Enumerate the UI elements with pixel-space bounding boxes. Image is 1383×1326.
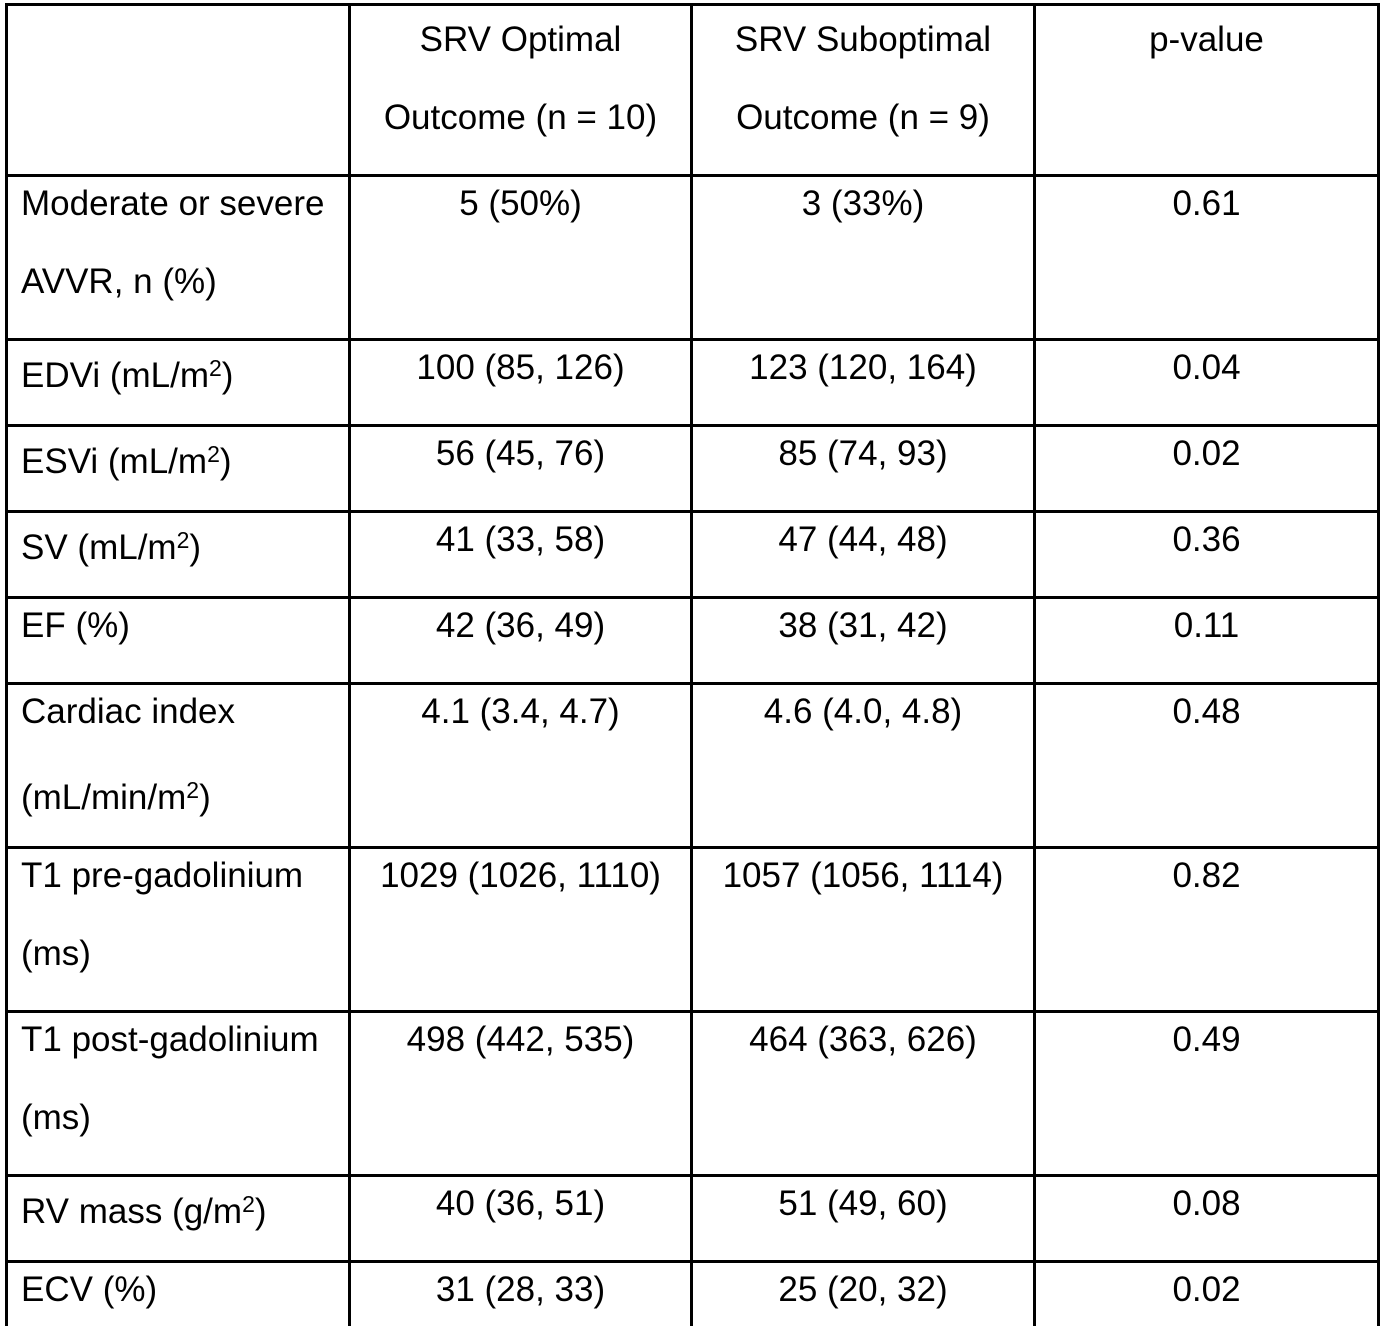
row-label-line: AVVR, n (%) <box>21 262 217 301</box>
cell-text: 464 (363, 626) <box>749 1020 977 1059</box>
optimal-value-cell <box>350 426 692 512</box>
cell-text: 25 (20, 32) <box>778 1270 948 1309</box>
cell-text: 123 (120, 164) <box>749 348 977 387</box>
row-label-line: T1 pre-gadolinium <box>21 856 304 895</box>
table-row <box>7 512 1379 598</box>
cell-text: 56 (45, 76) <box>435 434 606 473</box>
header-cell-srv-optimal <box>350 5 692 176</box>
cell-text: 100 (85, 126) <box>416 348 625 387</box>
row-label-line: EDVi $(mL/m^2)$ <box>21 355 234 395</box>
cell-text: 0.49 <box>1172 1020 1241 1059</box>
row-label-line: RV mass $(g/m^2)$ <box>21 1191 267 1231</box>
cell-text: 5 (50%) <box>459 184 582 223</box>
row-label-cell <box>7 1262 350 1326</box>
optimal-value-cell <box>350 1262 692 1326</box>
cell-text: 4.1 (3.4, 4.7) <box>421 692 620 731</box>
cell-text: 1057 (1056, 1114) <box>722 856 1004 895</box>
header-cell-empty <box>7 5 350 176</box>
header-line: SRV Optimal <box>419 20 622 59</box>
row-label-line: (ms) <box>21 934 91 973</box>
suboptimal-value-cell <box>692 426 1035 512</box>
cell-text: 0.04 <box>1172 348 1241 387</box>
optimal-value-cell <box>350 1176 692 1262</box>
cell-text: 4.6 (4.0, 4.8) <box>763 692 963 731</box>
row-label-cell <box>7 1012 350 1176</box>
cell-text: 41 (33, 58) <box>435 520 606 559</box>
header-line: Outcome (n = 10) <box>383 98 658 137</box>
optimal-value-cell <box>350 176 692 340</box>
outcomes-table <box>5 3 1380 1326</box>
cell-text: 47 (44, 48) <box>778 520 948 559</box>
suboptimal-value-cell <box>692 848 1035 1012</box>
cell-text: 0.11 <box>1173 606 1240 645</box>
optimal-value-cell <box>350 848 692 1012</box>
table-row <box>7 1012 1379 1176</box>
row-label-line: (ms) <box>21 1098 91 1137</box>
outcomes-table-header <box>7 5 1379 176</box>
suboptimal-value-cell <box>692 684 1035 848</box>
suboptimal-value-cell <box>692 512 1035 598</box>
table-row <box>7 176 1379 340</box>
suboptimal-value-cell <box>692 1262 1035 1326</box>
row-label-cell <box>7 848 350 1012</box>
cell-text: 51 (49, 60) <box>778 1184 948 1223</box>
row-label-cell <box>7 426 350 512</box>
header-row <box>7 5 1379 176</box>
row-label-line: EF (%) <box>21 606 130 645</box>
cell-text: 38 (31, 42) <box>778 606 948 645</box>
cell-text: 31 (28, 33) <box>435 1270 606 1309</box>
p-value-cell <box>1035 1176 1379 1262</box>
cell-text: 0.08 <box>1172 1184 1241 1223</box>
optimal-value-cell <box>350 684 692 848</box>
header-cell-p-value <box>1035 5 1379 176</box>
optimal-value-cell <box>350 512 692 598</box>
cell-text: 498 (442, 535) <box>406 1020 635 1059</box>
row-label-line: ECV (%) <box>21 1270 158 1309</box>
suboptimal-value-cell <box>692 1176 1035 1262</box>
outcomes-table-body <box>7 176 1379 1326</box>
row-label-line: T1 post-gadolinium <box>21 1020 319 1059</box>
header-line: SRV Suboptimal <box>734 20 992 59</box>
cell-text: 42 (36, 49) <box>435 606 606 645</box>
suboptimal-value-cell <box>692 598 1035 684</box>
optimal-value-cell <box>350 598 692 684</box>
p-value-cell <box>1035 1012 1379 1176</box>
table-row <box>7 598 1379 684</box>
p-value-cell <box>1035 598 1379 684</box>
suboptimal-value-cell <box>692 1012 1035 1176</box>
cell-text: 0.48 <box>1172 692 1241 731</box>
row-label-cell <box>7 512 350 598</box>
p-value-cell <box>1035 684 1379 848</box>
table-row <box>7 426 1379 512</box>
p-value-cell <box>1035 426 1379 512</box>
p-value-cell <box>1035 1262 1379 1326</box>
p-value-cell <box>1035 176 1379 340</box>
p-value-cell <box>1035 512 1379 598</box>
table-row <box>7 848 1379 1012</box>
row-label-line: Cardiac index <box>21 692 235 731</box>
header-line: Outcome (n = 9) <box>736 98 990 137</box>
optimal-value-cell <box>350 1012 692 1176</box>
row-label-line: Moderate or severe <box>21 184 325 223</box>
cell-text: 1029 (1026, 1110) <box>380 856 661 895</box>
suboptimal-value-cell <box>692 340 1035 426</box>
cell-text: 40 (36, 51) <box>435 1184 606 1223</box>
header-line: p-value <box>1149 20 1264 59</box>
row-label-line: SV $(mL/m^2)$ <box>21 527 202 567</box>
cell-text: 0.02 <box>1172 1270 1241 1309</box>
row-label-cell <box>7 684 350 848</box>
row-label-cell <box>7 176 350 340</box>
row-label-cell <box>7 340 350 426</box>
cell-text: 0.36 <box>1172 520 1241 559</box>
row-label-line: ESVi $(mL/m^2)$ <box>21 441 232 481</box>
p-value-cell <box>1035 340 1379 426</box>
optimal-value-cell <box>350 340 692 426</box>
page <box>0 3 1383 1326</box>
row-label-line: $(mL/\min/m^2)$ <box>21 777 211 817</box>
table-row <box>7 340 1379 426</box>
table-row <box>7 1262 1379 1326</box>
p-value-cell <box>1035 848 1379 1012</box>
cell-text: 3 (33%) <box>801 184 925 223</box>
row-label-cell <box>7 1176 350 1262</box>
header-cell-srv-suboptimal <box>692 5 1035 176</box>
suboptimal-value-cell <box>692 176 1035 340</box>
cell-text: 0.02 <box>1172 434 1241 473</box>
cell-text: 85 (74, 93) <box>778 434 948 473</box>
row-label-cell <box>7 598 350 684</box>
cell-text: 0.82 <box>1172 856 1241 895</box>
table-row <box>7 1176 1379 1262</box>
cell-text: 0.61 <box>1172 184 1241 223</box>
table-row <box>7 684 1379 848</box>
